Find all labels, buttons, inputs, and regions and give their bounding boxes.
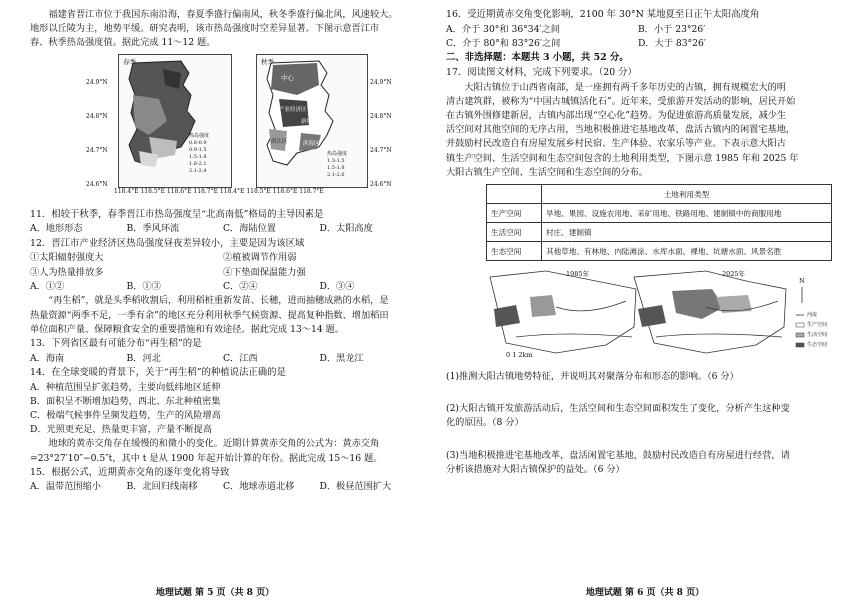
- legend-item: 1.5-1.8: [189, 153, 207, 160]
- zone-label: 新城区: [301, 118, 318, 125]
- option[interactable]: C．②④: [223, 281, 258, 293]
- lat-tick: 24.8°N: [370, 112, 392, 120]
- q16-stem: 16．受近期黄赤交角变化影响，2100 年 30°N 某地夏至日正午太阳高度角: [446, 9, 760, 20]
- town-maps-svg: [486, 267, 832, 362]
- town-maps: [486, 267, 832, 362]
- item: ④下垫面保温能力强: [223, 266, 306, 278]
- q11-stem: 11．相较于秋季，春季晋江市热岛强度呈“北高南低”格局的主导因素是: [30, 208, 324, 220]
- table-cell: 生活空间: [487, 223, 542, 242]
- lat-ticks-right: [370, 66, 392, 202]
- spring-label: 春季: [123, 57, 136, 66]
- table-cell: 生产空间: [487, 204, 542, 223]
- option[interactable]: D．极昼范围扩大: [319, 481, 392, 493]
- q17-text-line: 镇生产空间、生活空间和生态空间包含的土地利用类型，下图示意 1985 年和 2025 年: [446, 152, 799, 164]
- lat-ticks-left: [86, 66, 108, 202]
- section-heading: 二、非选择题：本题共 3 小题，共 52 分。: [446, 52, 629, 64]
- option[interactable]: C．介于 80°和 83°26′之间: [446, 38, 561, 49]
- legend-item: 2.1-2.4: [189, 167, 207, 174]
- heat-island-maps: [30, 54, 416, 204]
- table-cell: 村庄、建制镇: [542, 223, 832, 242]
- option[interactable]: B．面积呈不断增加趋势，西北、东北种植密集: [30, 395, 221, 407]
- autumn-label: 秋季: [261, 57, 274, 66]
- intro-line: 地形以丘陵为主，地势平缓。研究表明，该市热岛强度时空差异显著。下图示意晋江市: [30, 23, 380, 35]
- scale-bar: 0 1 2km: [506, 351, 533, 360]
- legend-item: 0.6-0.9: [189, 139, 207, 146]
- table-row: [487, 204, 832, 223]
- year-label-2025: 2025年: [722, 270, 746, 279]
- option[interactable]: A．种植范围呈扩张趋势，主要向低纬地区延伸: [30, 381, 221, 393]
- spring-legend: [189, 133, 209, 175]
- item: ①太阳辐射强度大: [30, 252, 104, 264]
- option[interactable]: A．①②: [30, 281, 65, 293]
- q15-stem: 15．根据公式，近期黄赤交角的逐年变化将导致: [30, 466, 230, 478]
- option[interactable]: C．极端气候事件呈频发趋势，生产的风险增高: [30, 410, 221, 422]
- lon-ticks: 118.4°E 118.5°E 118.6°E 118.7°E 118.4°E 118.5°E 118.6°E 118.7°E: [114, 187, 324, 195]
- option[interactable]: A．温带范围缩小: [30, 481, 101, 493]
- land-use-table: [486, 184, 832, 261]
- legend-ecological: 生态空间: [807, 342, 828, 349]
- legend-river: 河流: [807, 312, 818, 319]
- sub-question-3-cont: 分析该措施对大阳古镇保护的益处。（6 分）: [446, 463, 625, 475]
- q12-stem: 12．晋江市产业经济区热岛强度昼夜差异较小，主要是因为该区域: [30, 237, 305, 249]
- lat-tick: 24.7°N: [370, 146, 392, 154]
- option[interactable]: C．江西: [223, 352, 258, 364]
- option[interactable]: C．地球赤道北移: [223, 481, 295, 493]
- option[interactable]: C．海陆位置: [223, 223, 276, 235]
- option[interactable]: A．海南: [30, 352, 65, 364]
- option[interactable]: D．③④: [319, 281, 355, 293]
- legend-living: 生活空间: [807, 332, 828, 339]
- option[interactable]: D．太阳高度: [319, 223, 373, 235]
- option[interactable]: B．北回归线南移: [126, 481, 198, 493]
- lat-tick: 24.7°N: [86, 146, 108, 154]
- q13-stem: 13．下列省区最有可能分布“再生稻”的是: [30, 338, 202, 350]
- legend-production: 生产空间: [807, 322, 828, 329]
- legend-item: 1.8-2.1: [189, 160, 207, 167]
- q17-text-line: 并鼓励村民改造自有房屋发展乡村民宿、生产体验、农家乐等产业。下表示意大阳古: [446, 138, 786, 150]
- option[interactable]: B．①③: [126, 281, 161, 293]
- north-arrow-icon: N: [799, 277, 805, 286]
- intro-line: 福建省晋江市位于我国东南沿海，春夏季盛行偏南风，秋冬季盛行偏北风，风速较大。: [48, 9, 398, 20]
- legend-title: 热岛强度: [327, 150, 348, 157]
- q14-stem: 14．在全球变暖的背景下，关于“再生稻”的种植说法正确的是: [30, 367, 286, 379]
- sub-question-2-cont: 化的原因。（8 分）: [446, 417, 524, 429]
- q17-text-line: 大阳古镇生产空间、生活空间和生态空间的分布。: [446, 166, 649, 178]
- autumn-legend: [327, 151, 347, 179]
- zone-label: 产业经济区: [279, 106, 307, 113]
- table-cell: 其他草地、有林地、内陆滩涂、水库水面、裸地、坑塘水面、风景名胜: [542, 242, 832, 261]
- q12-items: [30, 251, 416, 280]
- lat-tick: 24.8°N: [86, 112, 108, 120]
- lat-tick: 24.9°N: [86, 78, 108, 86]
- page-footer: 地理试题 第 5 页（共 8 页）: [155, 588, 275, 598]
- legend-item: 0.9-1.5: [189, 146, 207, 153]
- table-header-row: [487, 185, 832, 204]
- page-footer: 地理试题 第 6 页（共 8 页）: [585, 588, 705, 598]
- q17-text-line: 在古镇外围修建新居，古镇内部出现“空心化”趋势。为促进旅游高质量发展，减少生: [446, 110, 787, 121]
- intro3-line: 地球的黄赤交角存在缓慢的和微小的变化。近期计算黄赤交角的公式为：黄赤交角: [48, 438, 380, 450]
- autumn-map: [256, 54, 368, 188]
- option[interactable]: B．小于 23°26′: [638, 23, 706, 35]
- option[interactable]: A．介于 30°和 36°34′之间: [446, 23, 560, 35]
- q17-title: 17．阅读图文材料，完成下列要求。（20 分）: [446, 67, 637, 78]
- zone-label: 中心: [281, 73, 294, 82]
- item: ③人为热量排放多: [30, 266, 104, 278]
- lat-tick: 24.6°N: [370, 180, 392, 188]
- legend-title: 热岛强度: [189, 132, 210, 139]
- sub-question-3: (3)当地积极推进宅基地改革，盘活闲置宅基地，鼓励村民改造自有房屋进行经营，请: [446, 449, 790, 461]
- table-row: [487, 242, 832, 261]
- q17-text-line: 大阳古镇位于山西省南部，是一座拥有两千多年历史的古镇，拥有规模宏大的明: [464, 81, 786, 93]
- q12-options: [30, 280, 416, 294]
- zone-label: 滨海区: [303, 140, 320, 147]
- q16-options: [446, 23, 830, 52]
- q11-options: [30, 222, 416, 236]
- q17-text-line: 清古建筑群，被称为“中国古城镇活化石”。近年来，受旅游开发活动的影响，居民开始: [446, 95, 796, 107]
- lat-tick: 24.9°N: [370, 78, 392, 86]
- intro3-line: =23°27′10″−0.5″t，其中 t 是从 1900 年起开始计算的年份。据此完成 15～16 题。: [30, 452, 383, 464]
- table-cell: 生态空间: [487, 242, 542, 261]
- option[interactable]: D．光照更充足，热量更丰富，产量不断提高: [30, 424, 212, 436]
- table-header-blank: [487, 185, 542, 204]
- sub-question-1: (1)推测大阳古镇地势特征，并说明其对聚落分布和形态的影响。（6 分）: [446, 371, 739, 383]
- sub-question-2: (2)大阳古镇开发旅游活动后，生活空间和生态空间面积发生了变化，分析产生这种变: [446, 403, 790, 415]
- zone-label: 滨江区: [271, 138, 288, 145]
- q15-options: [30, 480, 416, 494]
- option[interactable]: B．季风环流: [126, 223, 180, 235]
- intro2-line: “再生稻”，就是头季稻收割后，利用稻桩重新发苗、长穗，进而抽穗成熟的水稻，是: [48, 295, 389, 307]
- table-row: [487, 223, 832, 242]
- item: ②植被调节作用弱: [223, 252, 297, 264]
- legend-item: 1.3-1.5: [327, 157, 345, 164]
- q17-text-line: 活空间对其他空间的无序占用，当地积极推进宅基地改革，盘活古镇内的闲置宅基地，: [446, 124, 796, 136]
- intro2-line: 热量资源“两季不足，一季有余”的地区充分利用秋季气候资源、提高复种指数、增加稻田: [30, 309, 389, 321]
- year-label-1985: 1985年: [566, 270, 590, 279]
- table-header: 土地利用类型: [542, 185, 832, 204]
- table-cell: 旱地、果园、设施农用地、采矿用地、铁路用地、建制镇中的商服用地: [542, 204, 832, 223]
- lat-tick: 24.6°N: [86, 180, 108, 188]
- legend-item: 1.5-1.8: [327, 164, 345, 171]
- option[interactable]: D．大于 83°26′: [638, 38, 706, 49]
- intro-line: 春、秋季热岛强度值。据此完成 11～12 题。: [30, 37, 216, 49]
- spring-map: [118, 54, 232, 188]
- right-page: [430, 0, 860, 608]
- option[interactable]: A．地形形态: [30, 223, 83, 235]
- option[interactable]: D．黑龙江: [319, 352, 364, 364]
- intro2-line: 单位面积产量、保障粮食安全的重要措施和有效途径。据此完成 13～14 题。: [30, 323, 345, 335]
- legend-item: 2.1-2.6: [327, 171, 345, 178]
- q13-options: [30, 352, 416, 366]
- option[interactable]: B．河北: [126, 352, 161, 364]
